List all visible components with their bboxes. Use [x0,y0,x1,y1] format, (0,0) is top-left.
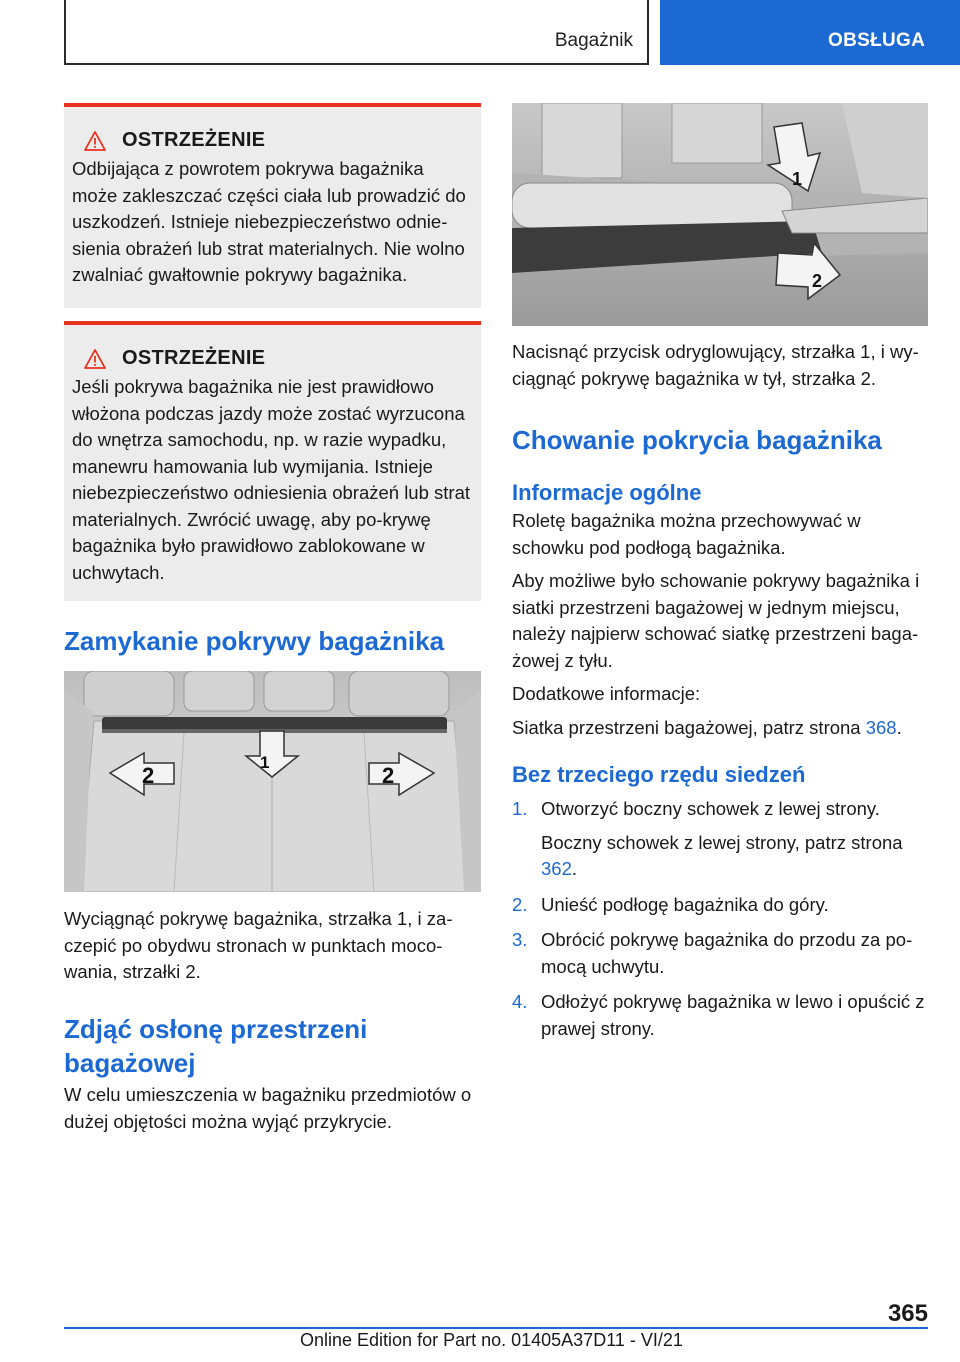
step-text: Otworzyć boczny schowek z lewej strony. [541,798,880,819]
footer-divider [64,1327,928,1329]
list-item [512,892,930,919]
step-number: 4. [512,991,528,1012]
general-info-paragraph: Roletę bagażnika można przechowywać w schowku pod podłogą bagażnika. [512,510,861,558]
page-link-362[interactable]: 362 [541,858,572,879]
header-chapter-tab [660,0,960,65]
step-subtext-label: Boczny schowek z lewej strony, patrz strona [541,831,903,853]
reference-end: . [896,716,902,738]
remove-cover-text: W celu umieszczenia w bagażniku przedmiotów o dużej objętości można wyjąć przykrycie. [64,1084,472,1132]
reference-text: Siatka przestrzeni bagażowej, patrz strona [512,716,866,738]
header-section-title: Bagażnik [554,30,633,51]
step-text: Odłożyć pokrywę bagażnika w lewo i opuścić z prawej strony. [541,991,925,1039]
figure-cargo-cover-install [64,671,481,892]
step-subtext-end: . [571,858,578,879]
figure-arrow-label: 2 [382,763,395,788]
footer-edition: Online Edition for Part no. 01405A37D11 - VI/21 [300,1330,683,1350]
warning-text: Odbijająca z powrotem pokrywa bagażnika może zakleszczać części ciała lub prowadzić do uszkodzeń. Istnieje niebezpieczeństwo odnie-sienia obrażeń lub strat materialnych. Nie wolno zwalniać gwałtownie pokrywy bagażnika. [72,158,466,285]
heading-stow-cover: Chowanie pokrycia bagażnika [512,425,882,455]
warning-title: OSTRZEŻENIE [122,347,266,369]
warning-box-2 [64,321,481,601]
figure-arrow-label: 2 [142,763,155,788]
general-info-paragraph: Aby możliwe było schowanie pokrywy bagażnika i siatki przestrzeni bagażowej w jednym miejscu, należy najpierw schować siatkę przestrzeni baga-żowej z tyłu. [512,570,920,671]
page-number: 365 [887,1300,928,1327]
header-chapter-title: OBSŁUGA [828,30,926,51]
step-text: Unieść podłogę bagażnika do góry. [541,893,829,915]
subheading-no-third-row: Bez trzeciego rzędu siedzeń [512,762,806,787]
warning-triangle-icon [84,349,106,369]
figure-arrow-label: 2 [812,271,823,291]
general-info-reference [512,715,930,742]
general-info-paragraph: Dodatkowe informacje: [512,683,701,704]
step-subtext [541,830,930,883]
subheading-general-info: Informacje ogólne [512,480,702,505]
step-number: 2. [512,893,528,915]
figure-caption: Wyciągnąć pokrywę bagażnika, strzałka 1, i za-czepić po obydwu stronach w punktach moco-wania, strzałki 2. [64,908,453,982]
step-text: Obrócić pokrywę bagażnika do przodu za po-mocą uchwytu. [541,929,913,977]
warning-triangle-icon [84,131,106,151]
figure-arrow-label: 1 [260,753,270,772]
step-number: 1. [512,798,528,819]
header-section-box [64,0,649,65]
figure-arrow-label: 1 [792,169,803,189]
list-item [512,927,930,980]
list-item [512,989,930,1042]
figure-cargo-cover-release [512,103,928,326]
page-link-368[interactable]: 368 [865,716,897,738]
heading-remove-cover: Zdjąć osłonę przestrzeni bagażowej [64,1014,368,1078]
warning-box-1 [64,103,481,308]
steps-list [512,796,930,1051]
heading-close-cover: Zamykanie pokrywy bagażnika [64,626,445,656]
warning-title: OSTRZEŻENIE [122,129,266,151]
warning-text: Jeśli pokrywa bagażnika nie jest prawidłowo włożona podczas jazdy może zostać wyrzucona do wnętrza samochodu, np. w razie wypadku, manewru hamowania lub wymijania. Istnieje niebezpieczeństwo odniesienia obrażeń lub strat materialnych. Zwrócić uwagę, aby po-krywę bagażnika było prawidłowo zablokowane w uchwytach. [72,376,471,583]
step-number: 3. [512,929,528,950]
list-item [512,796,930,883]
general-info-block [512,508,930,741]
figure-caption: Nacisnąć przycisk odryglowujący, strzałka 1, i wy-ciągnąć pokrywę bagażnika w tył, strzałka 2. [512,341,919,389]
